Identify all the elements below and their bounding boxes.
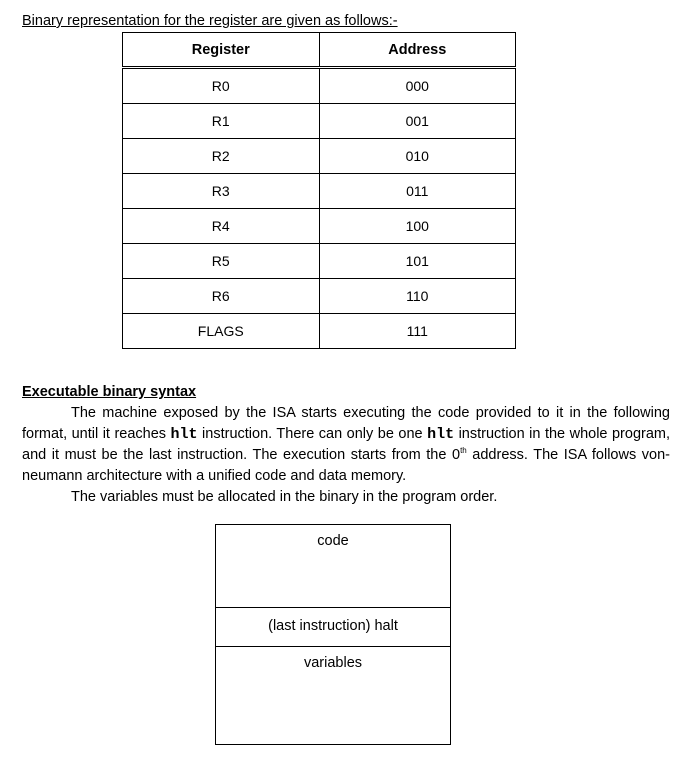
paragraph-text: The machine exposed by the ISA starts executing the code provided to it in the following format, until it reaches [22, 405, 670, 442]
register-table [122, 32, 516, 349]
table-row [123, 104, 516, 139]
header-register: Register [123, 33, 320, 68]
table-header-row [123, 33, 516, 68]
ordinal-superscript: th [460, 446, 467, 456]
hlt-keyword: hlt [427, 426, 455, 443]
hlt-keyword: hlt [170, 426, 198, 443]
section-paragraph-2: The variables must be allocated in the binary in the program order. [71, 489, 498, 505]
address-cell: 110 [319, 279, 516, 314]
table-row [123, 314, 516, 349]
register-cell: R1 [123, 104, 320, 139]
table-row [123, 244, 516, 279]
intro-text: Binary representation for the register are given as follows:- [22, 13, 398, 29]
address-cell: 100 [319, 209, 516, 244]
section-heading: Executable binary syntax [22, 384, 197, 400]
register-cell: R5 [123, 244, 320, 279]
address-cell: 101 [319, 244, 516, 279]
register-cell: R3 [123, 174, 320, 209]
table-row [123, 279, 516, 314]
paragraph-text: instruction. There can only be one [197, 426, 428, 442]
section-paragraph [22, 403, 670, 487]
register-cell: R4 [123, 209, 320, 244]
table-row [123, 209, 516, 244]
address-cell: 011 [319, 174, 516, 209]
memory-layout-diagram [215, 524, 451, 745]
address-cell: 010 [319, 139, 516, 174]
memory-variables-region: variables [303, 655, 363, 671]
memory-code-region: code [216, 525, 450, 608]
paragraph-text: instruction in the whole program, and it must be the last instruction. The execution starts from the 0 [22, 426, 671, 463]
register-cell: R2 [123, 139, 320, 174]
address-cell: 001 [319, 104, 516, 139]
header-address: Address [319, 33, 516, 68]
table-row [123, 139, 516, 174]
executable-syntax-section [22, 382, 670, 508]
address-cell: 000 [319, 68, 516, 104]
memory-halt-region: (last instruction) halt [216, 609, 450, 647]
register-cell: FLAGS [123, 314, 320, 349]
address-cell: 111 [319, 314, 516, 349]
register-cell: R0 [123, 68, 320, 104]
register-cell: R6 [123, 279, 320, 314]
table-row [123, 174, 516, 209]
table-row [123, 68, 516, 104]
paragraph-text: address. The ISA follows von-neumann architecture with a unified code and data memory. [22, 447, 670, 484]
